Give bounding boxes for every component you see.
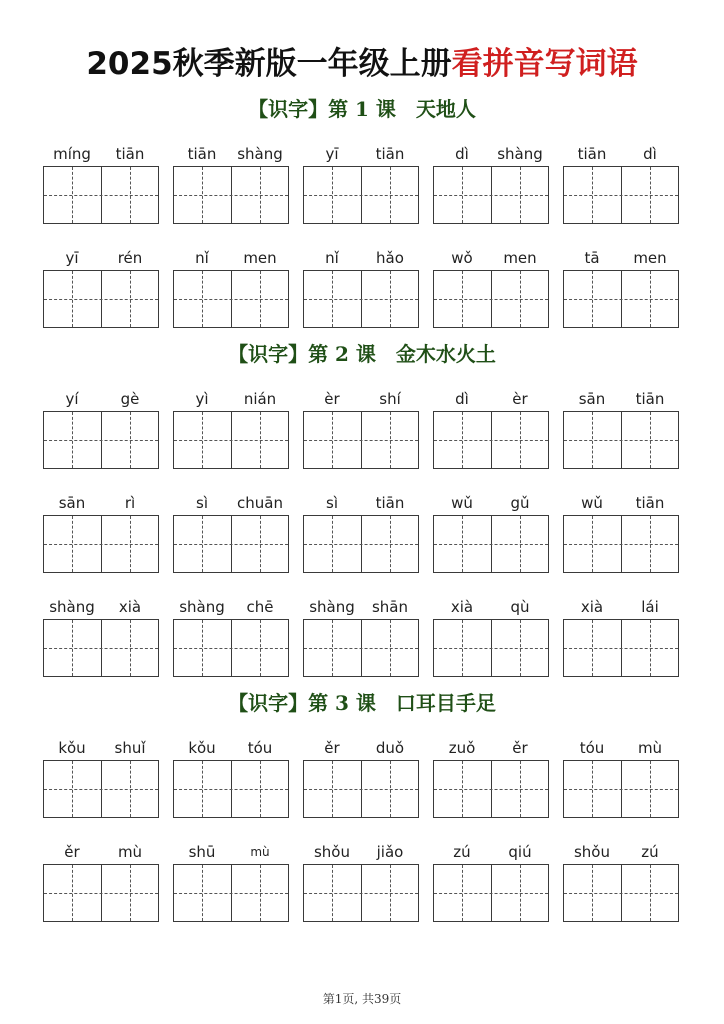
- pinyin-label: kǒu: [188, 739, 216, 757]
- pinyin-label: tiān: [375, 494, 405, 512]
- pinyin-label: men: [243, 249, 277, 267]
- pinyin-label: wǔ: [581, 494, 603, 512]
- pinyin-label: èr: [512, 390, 528, 408]
- pinyin-label: mù: [117, 843, 143, 861]
- writing-grid[interactable]: [173, 760, 289, 818]
- writing-grid[interactable]: [563, 270, 679, 328]
- writing-grid[interactable]: [433, 515, 549, 573]
- pinyin-label: ěr: [512, 739, 528, 757]
- lesson-heading: 【识字】第 3 课 口耳目手足: [228, 691, 496, 715]
- pinyin-label: shàng: [179, 598, 225, 616]
- title-main: 2025秋季新版一年级上册: [86, 46, 452, 82]
- writing-grid[interactable]: [303, 515, 419, 573]
- writing-grid[interactable]: [173, 270, 289, 328]
- writing-grid[interactable]: [43, 166, 159, 224]
- pinyin-label: mù: [250, 845, 270, 859]
- writing-grid[interactable]: [43, 760, 159, 818]
- pinyin-label: shū: [188, 843, 216, 861]
- writing-grid[interactable]: [433, 411, 549, 469]
- pinyin-label: shàng: [497, 145, 543, 163]
- pinyin-label: rì: [124, 494, 136, 512]
- pinyin-label: gè: [120, 390, 140, 408]
- writing-grid[interactable]: [303, 864, 419, 922]
- pinyin-label: tiān: [115, 145, 145, 163]
- writing-grid[interactable]: [43, 515, 159, 573]
- pinyin-label: tiān: [635, 494, 665, 512]
- pinyin-label: mù: [637, 739, 663, 757]
- pinyin-label: dì: [455, 145, 469, 163]
- writing-grid[interactable]: [43, 411, 159, 469]
- pinyin-label: sān: [578, 390, 606, 408]
- pinyin-label: yì: [195, 390, 209, 408]
- writing-grid[interactable]: [173, 166, 289, 224]
- pinyin-label: shí: [379, 390, 401, 408]
- pinyin-label: duǒ: [375, 739, 405, 757]
- pinyin-label: dì: [643, 145, 657, 163]
- writing-grid[interactable]: [563, 619, 679, 677]
- title-highlight: 看拼音写词语: [451, 46, 638, 82]
- pinyin-label: wǒ: [451, 249, 473, 267]
- pinyin-label: zú: [641, 843, 659, 861]
- pinyin-label: chuān: [237, 494, 283, 512]
- pinyin-label: sān: [58, 494, 86, 512]
- writing-grid[interactable]: [563, 411, 679, 469]
- pinyin-label: yī: [325, 145, 339, 163]
- pinyin-label: xià: [118, 598, 142, 616]
- writing-grid[interactable]: [43, 619, 159, 677]
- pinyin-label: sì: [326, 494, 338, 512]
- writing-grid[interactable]: [563, 515, 679, 573]
- writing-grid[interactable]: [433, 166, 549, 224]
- pinyin-label: tiān: [187, 145, 217, 163]
- pinyin-label: tiān: [635, 390, 665, 408]
- page-footer: 第1页, 共39页: [322, 992, 402, 1006]
- pinyin-label: chē: [246, 598, 274, 616]
- writing-grid[interactable]: [303, 166, 419, 224]
- pinyin-label: qù: [510, 598, 530, 616]
- pinyin-label: nǐ: [195, 249, 209, 267]
- lesson-heading: 【识字】第 1 课 天地人: [248, 97, 476, 121]
- pinyin-label: xià: [580, 598, 604, 616]
- pinyin-label: hǎo: [376, 249, 404, 267]
- pinyin-label: tóu: [579, 739, 605, 757]
- pinyin-label: wǔ: [451, 494, 473, 512]
- pinyin-label: yī: [65, 249, 79, 267]
- writing-grid[interactable]: [43, 270, 159, 328]
- writing-grid[interactable]: [563, 166, 679, 224]
- pinyin-label: shuǐ: [114, 739, 146, 757]
- writing-grid[interactable]: [563, 864, 679, 922]
- writing-grid[interactable]: [43, 864, 159, 922]
- pinyin-label: xià: [450, 598, 474, 616]
- writing-grid[interactable]: [433, 864, 549, 922]
- writing-grid[interactable]: [173, 515, 289, 573]
- writing-grid[interactable]: [303, 760, 419, 818]
- pinyin-label: qiú: [508, 843, 532, 861]
- pinyin-label: dì: [455, 390, 469, 408]
- pinyin-label: shān: [371, 598, 409, 616]
- writing-grid[interactable]: [303, 619, 419, 677]
- pinyin-label: gǔ: [510, 494, 530, 512]
- page-title: [0, 44, 724, 84]
- pinyin-label: shàng: [49, 598, 95, 616]
- pinyin-label: men: [503, 249, 537, 267]
- pinyin-label: jiǎo: [376, 843, 404, 861]
- pinyin-label: lái: [641, 598, 659, 616]
- writing-grid[interactable]: [173, 619, 289, 677]
- pinyin-label: tóu: [247, 739, 273, 757]
- pinyin-label: èr: [324, 390, 340, 408]
- pinyin-label: shàng: [309, 598, 355, 616]
- pinyin-label: zú: [453, 843, 471, 861]
- pinyin-label: míng: [53, 145, 91, 163]
- writing-grid[interactable]: [563, 760, 679, 818]
- pinyin-label: ěr: [324, 739, 340, 757]
- pinyin-label: tiān: [375, 145, 405, 163]
- writing-grid[interactable]: [433, 270, 549, 328]
- writing-grid[interactable]: [433, 619, 549, 677]
- pinyin-label: zuǒ: [448, 739, 476, 757]
- pinyin-label: sì: [196, 494, 208, 512]
- pinyin-label: kǒu: [58, 739, 86, 757]
- pinyin-label: nǐ: [325, 249, 339, 267]
- pinyin-label: yí: [65, 390, 79, 408]
- pinyin-label: rén: [117, 249, 143, 267]
- lesson-heading: 【识字】第 2 课 金木水火土: [228, 342, 496, 366]
- writing-grid[interactable]: [433, 760, 549, 818]
- writing-grid[interactable]: [303, 411, 419, 469]
- pinyin-label: tā: [584, 249, 600, 267]
- pinyin-label: shǒu: [573, 843, 610, 861]
- pinyin-label: nián: [243, 390, 277, 408]
- pinyin-label: men: [633, 249, 667, 267]
- pinyin-label: tiān: [577, 145, 607, 163]
- writing-grid[interactable]: [173, 411, 289, 469]
- pinyin-label: ěr: [64, 843, 80, 861]
- pinyin-label: shǒu: [313, 843, 350, 861]
- writing-grid[interactable]: [173, 864, 289, 922]
- pinyin-label: shàng: [237, 145, 283, 163]
- writing-grid[interactable]: [303, 270, 419, 328]
